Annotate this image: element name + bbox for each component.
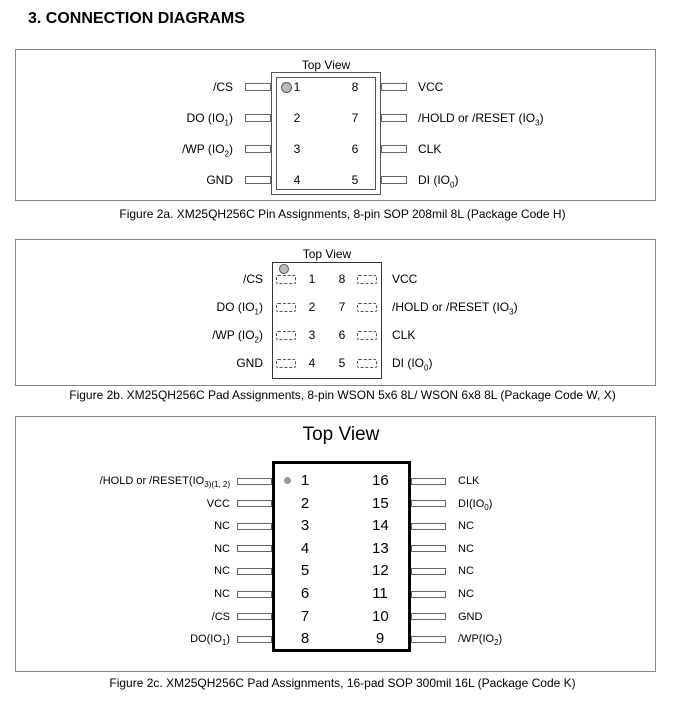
- pin-pad: [357, 275, 377, 284]
- pin-lead: [237, 613, 272, 620]
- pin-label: GND: [236, 356, 263, 370]
- pin-label: /CS: [211, 610, 230, 623]
- pin-number: 2: [300, 494, 310, 512]
- pin-number: 7: [351, 111, 359, 125]
- pin-number: 4: [293, 173, 301, 187]
- pin-pad: [276, 331, 296, 340]
- pin-label: NC: [458, 542, 474, 555]
- pin-number: 1: [308, 272, 316, 286]
- pin-lead: [237, 568, 272, 575]
- pin-label: /HOLD or /RESET $(IO_3)$: [418, 111, 544, 128]
- pin-lead: [245, 114, 271, 122]
- pin-lead: [411, 568, 446, 575]
- pin-label: NC: [214, 542, 230, 555]
- pin-number: 14: [372, 517, 389, 535]
- pin-label: /HOLD or /RESET $(IO_3)$: [392, 300, 518, 317]
- pin-label: CLK: [392, 328, 416, 342]
- pin-label: NC: [214, 565, 230, 578]
- pin-number: 6: [351, 142, 359, 156]
- pin-number: 9: [375, 630, 385, 648]
- pin-label: NC: [458, 520, 474, 533]
- pin-lead: [381, 145, 407, 153]
- pin-lead: [237, 636, 272, 643]
- pin-pad: [276, 303, 296, 312]
- pin-label: NC: [458, 588, 474, 600]
- pin-label: DI $(IO_0)$: [392, 356, 433, 373]
- pin-lead: [411, 545, 446, 552]
- pin-lead: [237, 591, 272, 598]
- pin-number: 5: [351, 173, 359, 187]
- pin-lead: [245, 83, 271, 91]
- pin-lead: [237, 478, 272, 485]
- figure-2c-top-view-label: Top View: [302, 424, 380, 445]
- pin-number: 11: [372, 585, 388, 602]
- pin-lead: [411, 636, 446, 643]
- pin-label: CLK: [458, 475, 480, 487]
- pin-label: /CS: [242, 272, 263, 286]
- pin-number: 3: [300, 517, 310, 535]
- pin-pad: [276, 359, 296, 368]
- pin-number: 6: [338, 328, 346, 342]
- pin-number: 16: [372, 472, 389, 489]
- pin-label: VCC: [206, 497, 230, 510]
- pin-label: GND: [458, 610, 483, 623]
- pin-number: 15: [372, 494, 389, 512]
- pin-label: VCC: [418, 80, 444, 94]
- pin-number: 3: [293, 142, 301, 156]
- pin1-indicator-icon: [284, 477, 291, 484]
- pin-lead: [411, 500, 446, 507]
- pin-label: /CS: [212, 80, 233, 94]
- pin-number: 2: [308, 300, 316, 314]
- pin-label: /WP $(IO_2)$: [212, 328, 263, 345]
- figure-2c-chip-body: [272, 461, 411, 652]
- pin-number: 1: [293, 80, 301, 94]
- figure-2c-caption: Figure 2c. XM25QH256C Pad Assignments, 16-pad SOP 300mil 16L (Package Code K): [109, 676, 576, 690]
- pin-label: /HOLD or $/RESET(IO_{3)(1, 2)}$: [99, 475, 230, 490]
- pin-label: $DI(IO_0)$: [458, 497, 493, 512]
- pin-number: 8: [351, 80, 359, 94]
- pin-lead: [237, 500, 272, 507]
- pin-number: 8: [300, 630, 310, 648]
- pin-lead: [237, 523, 272, 530]
- pin-lead: [381, 114, 407, 122]
- figure-2a-top-view-label: Top View: [301, 58, 351, 72]
- pin-lead: [237, 545, 272, 552]
- pin-label: $/WP(IO_2)$: [458, 633, 503, 648]
- pin-number: 6: [300, 585, 310, 602]
- pin-number: 7: [300, 607, 310, 625]
- pin1-indicator-icon: [279, 264, 289, 274]
- pin-number: 5: [338, 356, 346, 370]
- pin-label: NC: [458, 565, 474, 578]
- pin-pad: [357, 303, 377, 312]
- figure-2a-caption: Figure 2a. XM25QH256C Pin Assignments, 8-pin SOP 208mil 8L (Package Code H): [119, 207, 566, 221]
- pin-lead: [381, 83, 407, 91]
- pin-number: 4: [300, 539, 310, 557]
- figure-2b-top-view-label: Top View: [302, 247, 352, 261]
- pin-number: 3: [308, 328, 316, 342]
- pin-label: DO $(IO_1)$: [186, 111, 233, 128]
- section-title: 3. CONNECTION DIAGRAMS: [28, 10, 245, 27]
- pin-label: GND: [206, 173, 233, 187]
- pin-pad: [357, 359, 377, 368]
- pin-number: 5: [300, 562, 310, 580]
- pin-number: 13: [372, 539, 389, 557]
- pin-label: VCC: [392, 272, 418, 286]
- pin-number: 10: [372, 607, 389, 625]
- pin-lead: [381, 176, 407, 184]
- pin-label: NC: [214, 588, 230, 600]
- pin-label: $DO(IO_1)$: [190, 633, 230, 648]
- pin-lead: [411, 523, 446, 530]
- pin-number: 8: [338, 272, 346, 286]
- pin-pad: [357, 331, 377, 340]
- pin-label: DO $(IO_1)$: [216, 300, 263, 317]
- pin-lead: [245, 145, 271, 153]
- pin-pad: [276, 275, 296, 284]
- pin-number: 7: [338, 300, 346, 314]
- pin-lead: [245, 176, 271, 184]
- figure-2b-caption: Figure 2b. XM25QH256C Pad Assignments, 8-pin WSON 5x6 8L/ WSON 6x8 8L (Package Code W, X): [69, 388, 616, 402]
- pin-lead: [411, 613, 446, 620]
- pin-lead: [411, 478, 446, 485]
- pin-number: 2: [293, 111, 301, 125]
- pin-number: 4: [308, 356, 316, 370]
- pin-label: CLK: [418, 142, 442, 156]
- pin-lead: [411, 591, 446, 598]
- pin-number: 1: [300, 472, 310, 489]
- pin-label: NC: [214, 520, 230, 533]
- pin-label: /WP $(IO_2)$: [182, 142, 233, 159]
- pin-label: DI $(IO_0)$: [418, 173, 459, 190]
- pin-number: 12: [372, 562, 389, 580]
